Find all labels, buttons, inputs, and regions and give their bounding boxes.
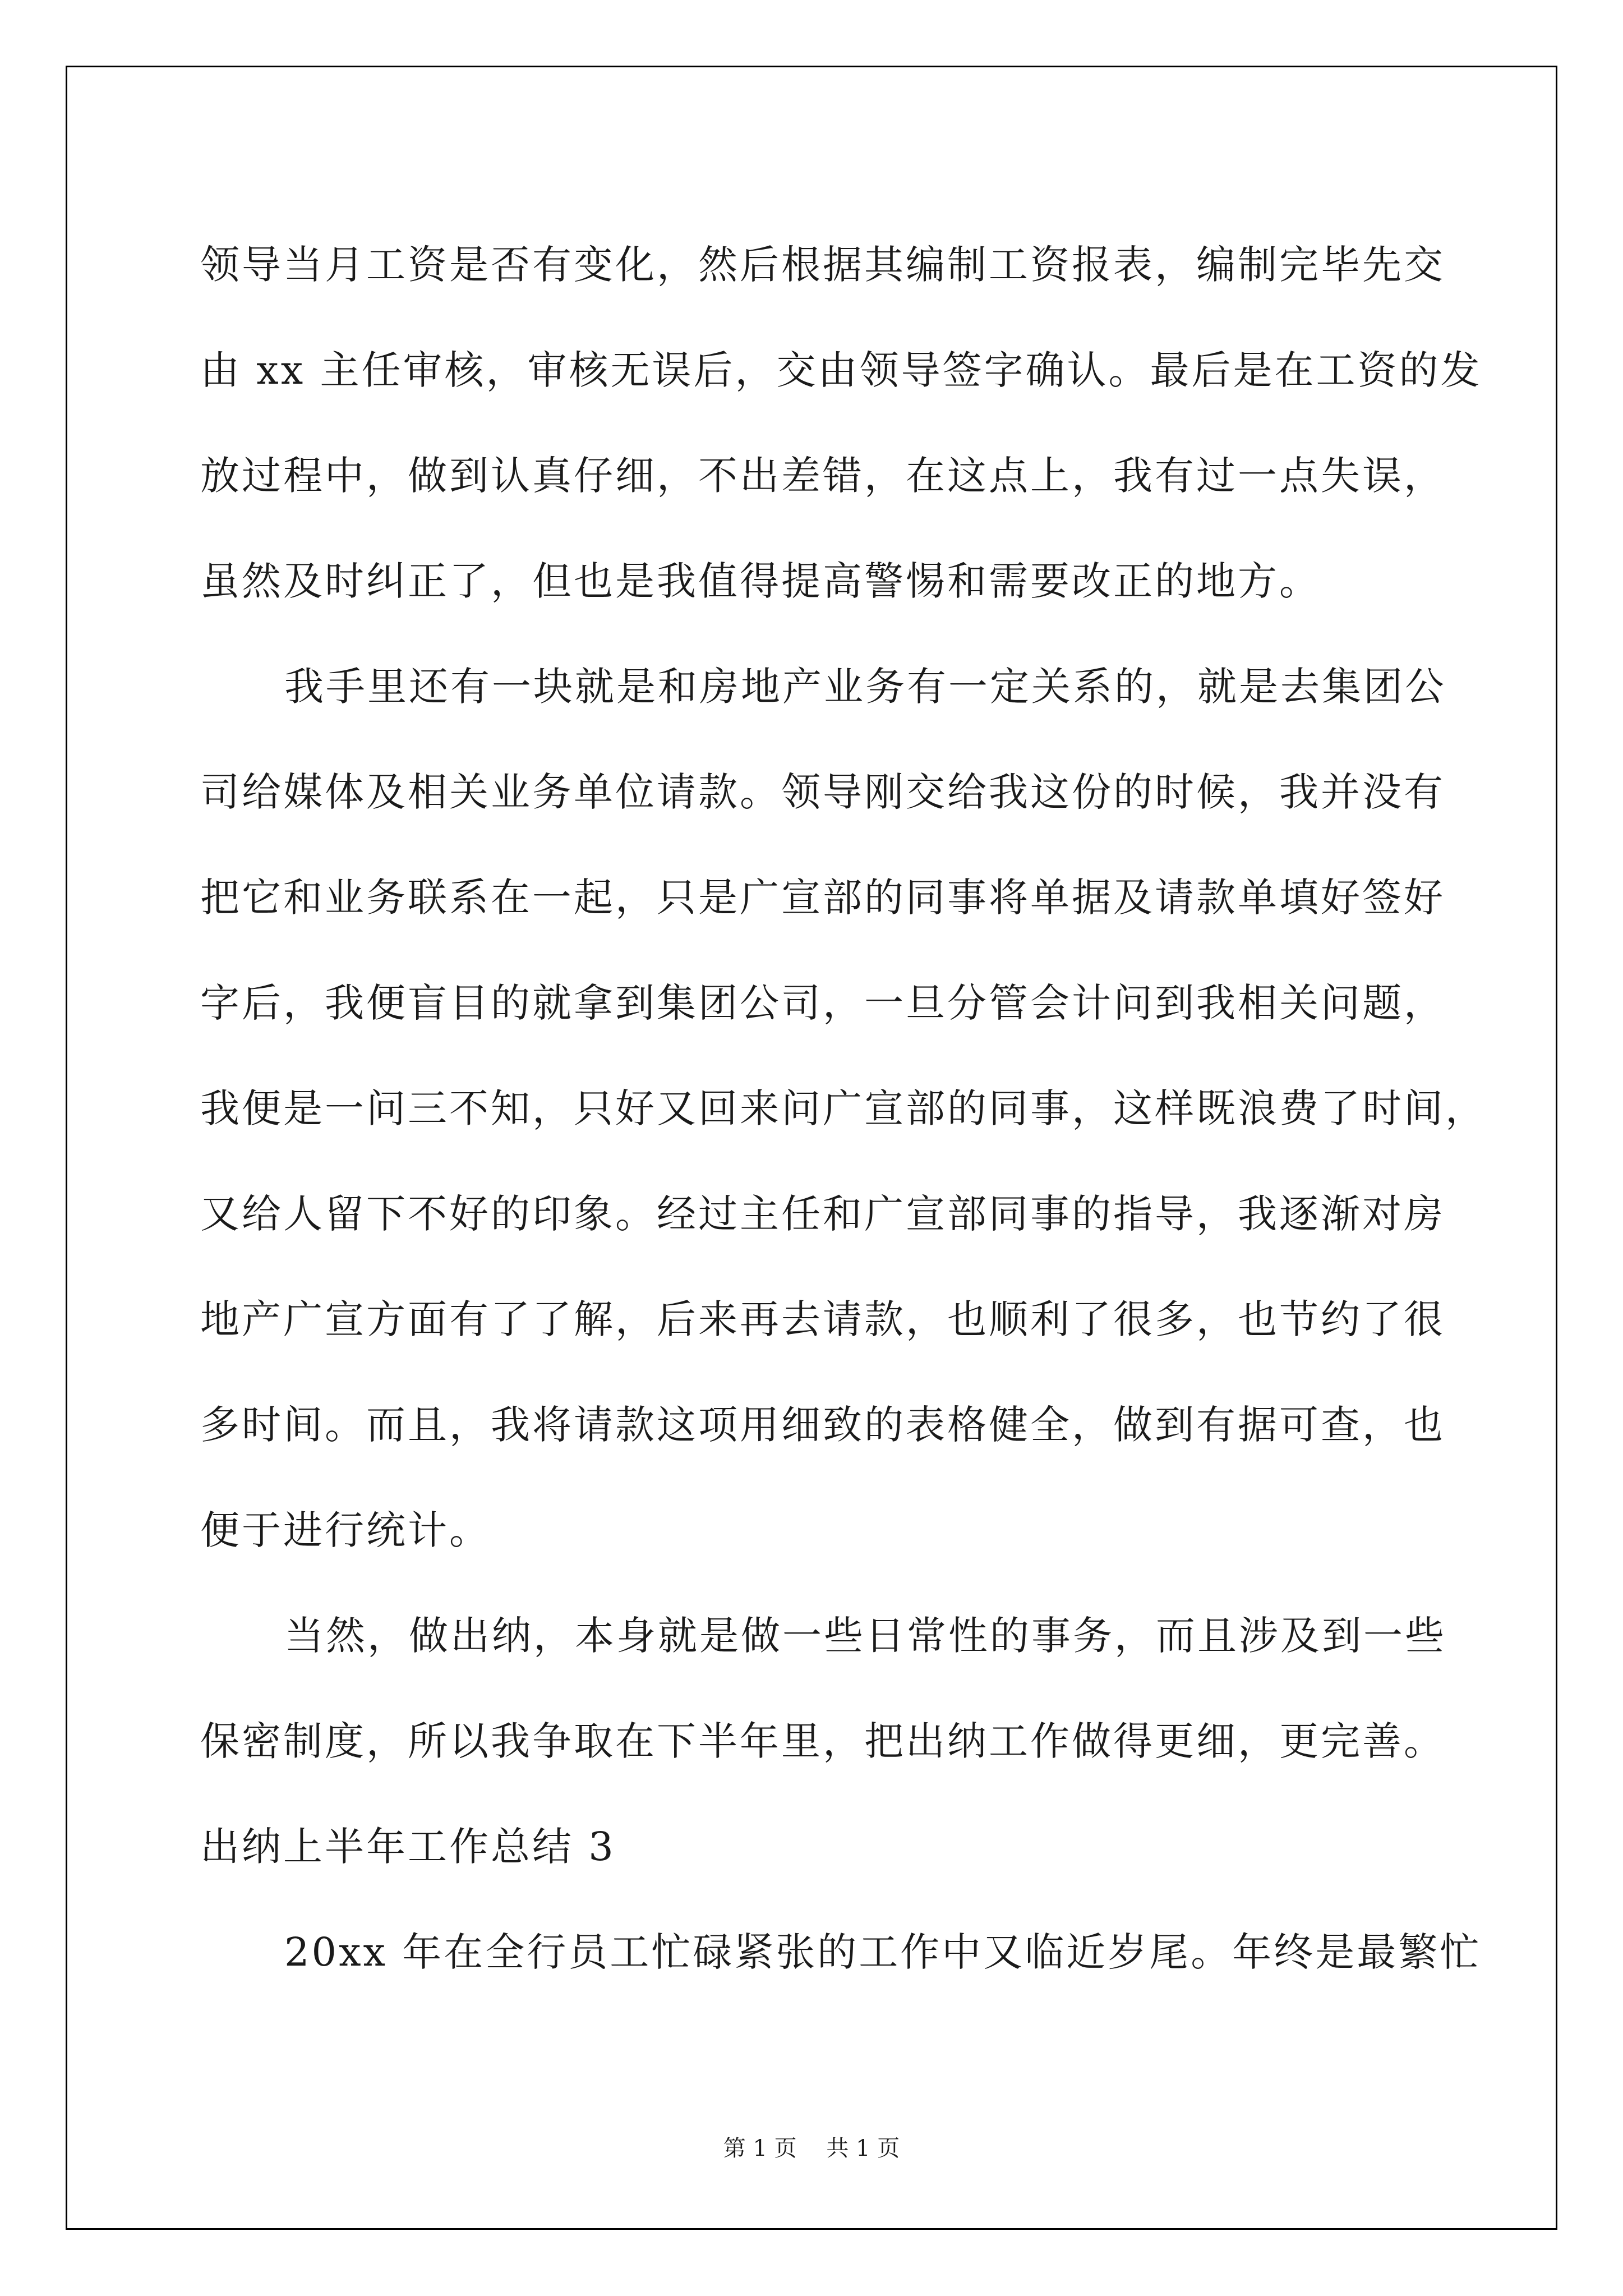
- page-total: 共 1 页: [826, 2136, 900, 2161]
- page-number: 第 1 页: [723, 2136, 797, 2161]
- text-line: 保密制度，所以我争取在下半年里，把出纳工作做得更细，更完善。: [200, 1718, 1445, 1764]
- text-line: 把它和业务联系在一起，只是广宣部的同事将单据及请款单填好签好: [200, 875, 1445, 921]
- text-line: 又给人留下不好的印象。经过主任和广宣部同事的指导，我逐渐对房: [200, 1191, 1445, 1237]
- page-footer: [0, 2132, 1623, 2165]
- text-line: 领导当月工资是否有变化，然后根据其编制工资报表，编制完毕先交: [200, 242, 1445, 288]
- text-line: 字后，我便盲目的就拿到集团公司，一旦分管会计问到我相关问题，: [200, 980, 1445, 1026]
- text-line: 多时间。而且，我将请款这项用细致的表格健全，做到有据可查，也: [200, 1402, 1445, 1448]
- section-heading: 出纳上半年工作总结 3: [200, 1824, 616, 1870]
- text-line: 当然，做出纳，本身就是做一些日常性的事务，而且涉及到一些: [284, 1613, 1446, 1659]
- text-line: 司给媒体及相关业务单位请款。领导刚交给我这份的时候，我并没有: [200, 769, 1445, 815]
- text-line: 20xx 年在全行员工忙碌紧张的工作中又临近岁尾。年终是最繁忙: [284, 1929, 1482, 1975]
- text-line: 虽然及时纠正了，但也是我值得提高警惕和需要改正的地方。: [200, 558, 1321, 604]
- text-line: 便于进行统计。: [200, 1507, 491, 1553]
- text-line: 地产广宣方面有了了解，后来再去请款，也顺利了很多，也节约了很: [200, 1296, 1445, 1342]
- text-line: 放过程中，做到认真仔细，不出差错，在这点上，我有过一点失误，: [200, 453, 1445, 499]
- document-body: [200, 212, 1487, 2005]
- text-line: 我便是一问三不知，只好又回来问广宣部的同事，这样既浪费了时间，: [200, 1085, 1487, 1131]
- text-line: 由 xx 主任审核，审核无误后，交由领导签字确认。最后是在工资的发: [200, 347, 1482, 393]
- text-line: 我手里还有一块就是和房地产业务有一定关系的，就是去集团公: [284, 664, 1446, 710]
